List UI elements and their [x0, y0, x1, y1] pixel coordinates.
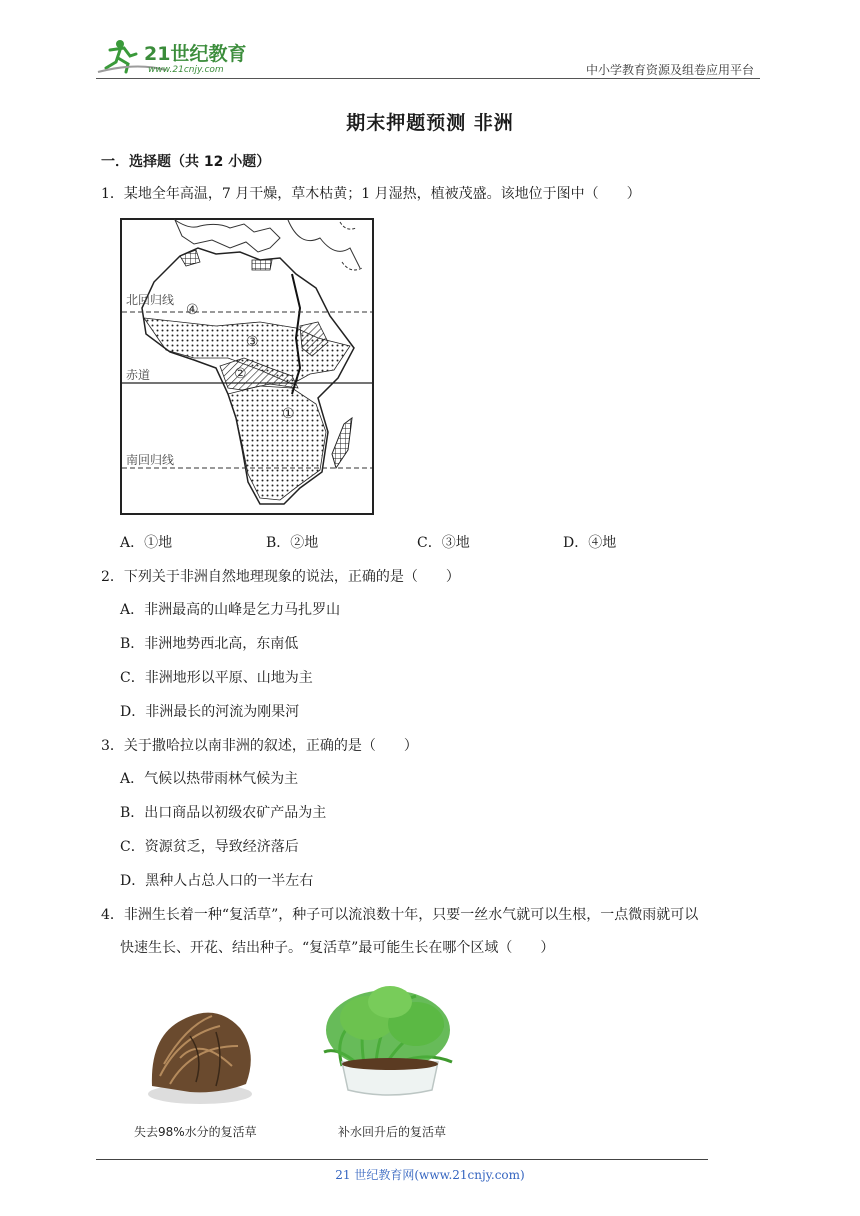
q2-option-a[interactable]: A．非洲最高的山峰是乞力马扎罗山 [120, 602, 341, 618]
svg-text:www.21cnjy.com: www.21cnjy.com [148, 65, 224, 75]
marker-3: ③ [246, 334, 259, 350]
tropic-of-cancer-label: 北回归线 [126, 293, 175, 307]
question-2-stem: 2．下列关于非洲自然地理现象的说法，正确的是（ ） [101, 569, 460, 585]
marker-4: ④ [186, 302, 199, 318]
q1-option-c[interactable]: C．③地 [417, 535, 470, 551]
q2-option-c[interactable]: C．非洲地形以平原、山地为主 [120, 670, 313, 686]
q3-option-c[interactable]: C．资源贫乏，导致经济落后 [120, 839, 299, 855]
resurrection-plant-photos [120, 966, 480, 1146]
marker-1: ① [282, 406, 295, 422]
equator-label: 赤道 [126, 368, 151, 382]
svg-text:21世纪教育: 21世纪教育 [144, 43, 247, 65]
q3-option-a[interactable]: A．气候以热带雨林气候为主 [120, 771, 299, 787]
q3-option-b[interactable]: B．出口商品以初级农矿产品为主 [120, 805, 327, 821]
footer-link[interactable]: 21 世纪教育网(www.21cnjy.com) [335, 1168, 525, 1182]
question-4-stem-line2: 快速生长、开花、结出种子。“复活草”最可能生长在哪个区域（ ） [120, 940, 555, 956]
question-1-stem: 1．某地全年高温，7 月干燥，草木枯黄；1 月湿热，植被茂盛。该地位于图中（ ） [101, 186, 641, 202]
question-4-stem-line1: 4．非洲生长着一种“复活草”，种子可以流浪数十年，只要一丝水气就可以生根，一点微雨就可以 [101, 907, 699, 923]
q2-option-d[interactable]: D．非洲最长的河流为刚果河 [120, 704, 300, 720]
revived-plant-caption: 补水回升后的复活草 [338, 1125, 447, 1139]
site-logo [96, 36, 261, 76]
q3-option-d[interactable]: D．黑种人占总人口的一半左右 [120, 873, 314, 889]
question-3-stem: 3．关于撒哈拉以南非洲的叙述，正确的是（ ） [101, 738, 418, 754]
africa-map [120, 218, 374, 515]
q1-option-d[interactable]: D．④地 [563, 535, 617, 551]
footer-divider [96, 1159, 708, 1160]
page-title: 期末押题预测 非洲 [346, 112, 514, 134]
marker-2: ② [234, 366, 247, 382]
platform-name: 中小学教育资源及组卷应用平台 [585, 63, 754, 77]
q1-option-b[interactable]: B．②地 [266, 535, 319, 551]
dry-plant-caption: 失去98%水分的复活草 [134, 1125, 257, 1139]
tropic-of-capricorn-label: 南回归线 [126, 453, 175, 467]
q1-option-a[interactable]: A．①地 [120, 535, 173, 551]
page-header [96, 34, 760, 80]
header-divider [96, 78, 760, 79]
section-heading: 一．选择题（共 12 小题） [101, 154, 271, 170]
q2-option-b[interactable]: B．非洲地势西北高，东南低 [120, 636, 299, 652]
